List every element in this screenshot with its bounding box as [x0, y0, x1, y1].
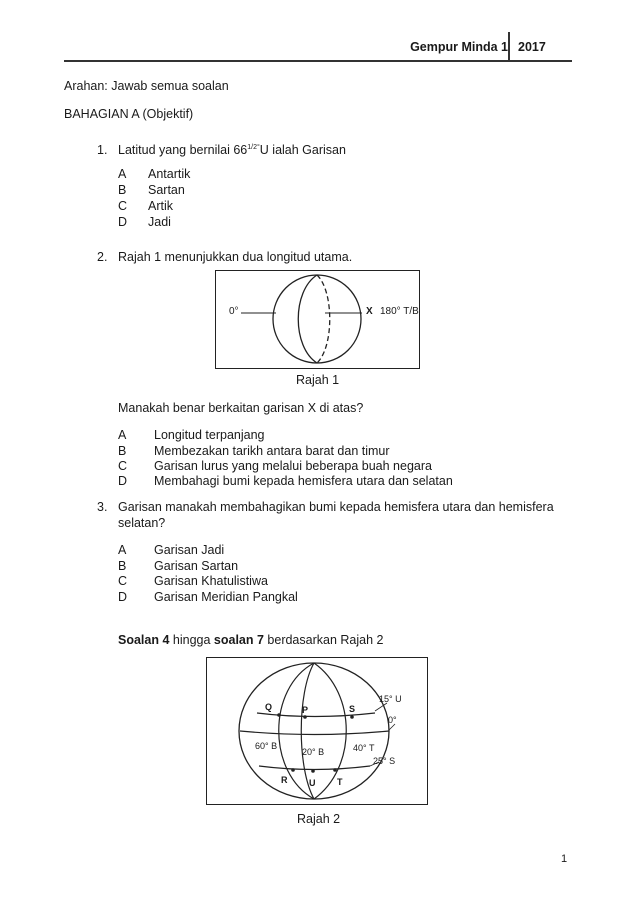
header-rule — [64, 60, 572, 62]
q3-question-line1: Garisan manakah membahagikan bumi kepada hemisfera utara dan hemisfera — [118, 500, 554, 514]
q1-superscript: 1/2° — [247, 143, 260, 151]
option-letter: D — [118, 590, 128, 604]
option-letter: C — [118, 574, 128, 588]
globe-outline — [273, 275, 361, 363]
figure-1-globe — [216, 271, 419, 368]
q4-intro-bold1: Soalan 4 — [118, 633, 170, 647]
q3-option-a — [118, 543, 224, 557]
q3-option-d — [118, 590, 298, 604]
fig2-label-0: 0° — [388, 715, 397, 725]
meridian-180 — [317, 275, 330, 363]
header-year: 2017 — [518, 40, 546, 54]
option-letter: D — [118, 215, 128, 229]
figure-2-globe — [207, 658, 427, 804]
option-text: Membezakan tarikh antara barat dan timur — [154, 444, 390, 458]
point-q — [277, 713, 281, 717]
fig1-label-0: 0° — [229, 306, 239, 317]
q2-question: Rajah 1 menunjukkan dua longitud utama. — [118, 250, 353, 264]
q1-option-a — [118, 167, 190, 181]
q3-option-b — [118, 559, 238, 573]
fig2-label-q: Q — [265, 702, 273, 712]
instruction: Arahan: Jawab semua soalan — [64, 79, 229, 93]
fig2-label-20b: 20° B — [302, 747, 325, 757]
header-divider — [508, 32, 510, 60]
fig2-label-60b: 60° B — [255, 741, 278, 751]
point-s — [350, 715, 354, 719]
option-letter: A — [118, 543, 127, 557]
point-u — [311, 769, 315, 773]
option-text: Antartik — [148, 167, 191, 181]
point-r — [291, 768, 295, 772]
fig1-label-x: X — [366, 306, 373, 317]
option-letter: A — [118, 167, 127, 181]
option-letter: C — [118, 459, 128, 473]
option-letter: D — [118, 474, 128, 488]
q2-option-a — [118, 428, 265, 442]
fig2-label-u: U — [309, 778, 316, 788]
q1-number: 1. — [97, 143, 108, 157]
option-text: Jadi — [148, 215, 171, 229]
option-text: Artik — [148, 199, 173, 213]
q3-option-c — [118, 574, 268, 588]
q3-number: 3. — [97, 500, 108, 514]
option-letter: B — [118, 444, 127, 458]
prime-meridian — [298, 275, 317, 363]
fig2-label-15u: 15° U — [379, 694, 402, 704]
option-text: Garisan Meridian Pangkal — [154, 590, 298, 604]
option-text: Garisan Jadi — [154, 543, 225, 557]
q1-option-b — [118, 183, 185, 197]
fig2-label-p: P — [302, 705, 309, 715]
option-letter: C — [118, 199, 128, 213]
option-text: Sartan — [148, 183, 185, 197]
q1-question — [118, 143, 346, 157]
fig1-label-180: 180° T/B — [380, 306, 419, 317]
q3-question-line2: selatan? — [118, 516, 166, 530]
q4-intro-rest: berdasarkan Rajah 2 — [263, 633, 384, 647]
option-text: Membahagi bumi kepada hemisfera utara dan selatan — [154, 474, 453, 488]
option-text: Garisan lurus yang melalui beberapa buah negara — [154, 459, 432, 473]
option-letter: B — [118, 183, 127, 197]
parallel-25s — [259, 766, 370, 770]
q1-option-c — [118, 199, 173, 213]
figure-2 — [206, 657, 428, 805]
point-t — [333, 768, 337, 772]
q1-text-before: Latitud yang bernilai 66 — [118, 143, 248, 157]
fig2-label-r: R — [281, 775, 288, 785]
option-text: Garisan Sartan — [154, 559, 239, 573]
header-title: Gempur Minda 1 — [410, 40, 508, 54]
figure-1 — [215, 270, 420, 369]
figure-2-caption: Rajah 2 — [297, 812, 341, 826]
q4-intro-bold2: soalan 7 — [213, 633, 264, 647]
parallel-15u — [257, 713, 375, 717]
q2-option-b — [118, 444, 390, 458]
option-letter: A — [118, 428, 127, 442]
q4-intro — [118, 633, 383, 647]
fig2-label-40t: 40° T — [353, 743, 375, 753]
page-number: 1 — [561, 853, 568, 865]
q1-option-d — [118, 215, 171, 229]
q2-option-d — [118, 474, 453, 488]
q2-question-2: Manakah benar berkaitan garisan X di atas? — [118, 401, 364, 415]
fig2-label-s: S — [349, 704, 356, 714]
q1-text-after: U ialah Garisan — [259, 143, 346, 157]
q2-option-c — [118, 459, 432, 473]
fig2-label-t: T — [337, 777, 343, 787]
option-letter: B — [118, 559, 127, 573]
parallel-0 — [240, 731, 389, 735]
q2-number: 2. — [97, 250, 108, 264]
section-title: BAHAGIAN A (Objektif) — [64, 107, 194, 121]
option-text: Longitud terpanjang — [154, 428, 265, 442]
point-p — [303, 715, 307, 719]
option-text: Garisan Khatulistiwa — [154, 574, 268, 588]
q4-intro-mid: hingga — [169, 633, 214, 647]
figure-1-caption: Rajah 1 — [296, 373, 340, 387]
fig2-label-25s: 25° S — [373, 756, 396, 766]
